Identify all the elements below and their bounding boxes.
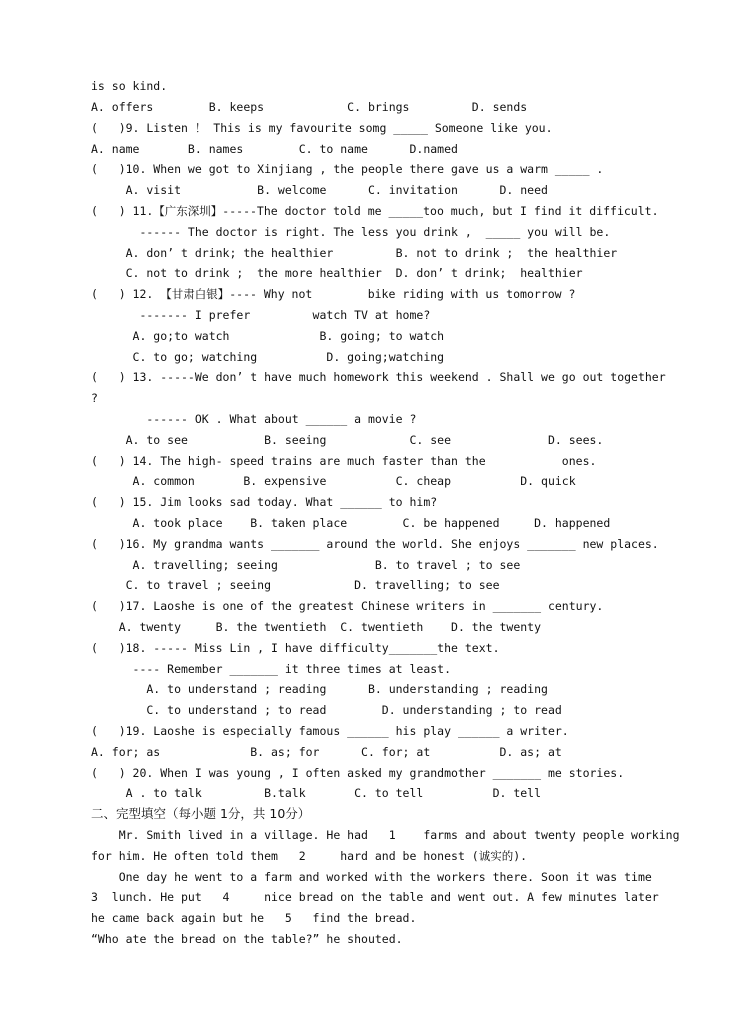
options-line: A. common B. expensive C. cheap D. quick [91, 474, 576, 488]
options-line: A. name B. names C. to name D.named [91, 142, 458, 156]
question-16: ( )16. My grandma wants _______ around the world. She enjoys _______ new places. [91, 537, 659, 551]
question-19: ( )19. Laoshe is especially famous ______ his play ______ a writer. [91, 724, 569, 738]
options-line: A. don’ t drink; the healthier B. not to drink ; the healthier [91, 246, 618, 260]
options-line: A. for; as B. as; for C. for; at D. as; at [91, 745, 562, 759]
options-line: C. to go; watching D. going;watching [91, 350, 445, 364]
passage-line: One day he went to a farm and worked with the workers there. Soon it was time [91, 870, 652, 884]
question-14: ( ) 14. The high- speed trains are much faster than the ones. [91, 454, 597, 468]
question-10: ( )10. When we got to Xinjiang , the people there gave us a warm _____ . [91, 162, 604, 176]
options-line: A. took place B. taken place C. be happened D. happened [91, 516, 611, 530]
question-12: ( ) 12. 【甘肃白银】---- Why not bike riding with us tomorrow ? [91, 287, 576, 301]
passage-line: Mr. Smith lived in a village. He had 1 farms and about twenty people working [91, 828, 680, 842]
options-line: A. travelling; seeing B. to travel ; to see [91, 558, 521, 572]
passage-line: for him. He often told them 2 hard and be honest (诚实的). [91, 849, 528, 863]
question-18: ( )18. ----- Miss Lin , I have difficulty_______the text. [91, 641, 500, 655]
question-line: ------- I prefer watch TV at home? [91, 308, 431, 322]
options-line: A. visit B. welcome C. invitation D. need [91, 183, 548, 197]
question-9: ( )9. Listen ！ This is my favourite somg _____ Someone like you. [91, 121, 553, 135]
question-15: ( ) 15. Jim looks sad today. What ______ to him? [91, 495, 438, 509]
passage-line: 3 lunch. He put 4 nice bread on the table and went out. A few minutes later [91, 890, 659, 904]
options-line: A. twenty B. the twentieth C. twentieth D. the twenty [91, 620, 542, 634]
section-heading: 二、完型填空（每小题 1分，共 10分） [91, 806, 311, 821]
question-13: ( ) 13. -----We don’ t have much homework this weekend . Shall we go out together [91, 370, 666, 384]
options-line: A. offers B. keeps C. brings D. sends [91, 100, 528, 114]
options-line: C. not to drink ; the more healthier D. don’ t drink; healthier [91, 266, 583, 280]
options-line: A . to talk B.talk C. to tell D. tell [91, 786, 542, 800]
passage-line: he came back again but he 5 find the bread. [91, 911, 417, 925]
text-line: is so kind. [91, 79, 168, 93]
question-20: ( ) 20. When I was young , I often asked my grandmother _______ me stories. [91, 766, 625, 780]
options-line: A. to see B. seeing C. see D. sees. [91, 433, 604, 447]
options-line: C. to understand ; to read D. understanding ; to read [91, 703, 562, 717]
options-line: C. to travel ; seeing D. travelling; to see [91, 578, 500, 592]
question-line: ---- Remember _______ it three times at least. [91, 662, 452, 676]
passage-line: “Who ate the bread on the table?” he shouted. [91, 932, 403, 946]
options-line: A. go;to watch B. going; to watch [91, 329, 445, 343]
question-line: ? [91, 391, 98, 405]
question-17: ( )17. Laoshe is one of the greatest Chinese writers in _______ century. [91, 599, 604, 613]
options-line: A. to understand ; reading B. understanding ; reading [91, 682, 548, 696]
question-11: ( ) 11.【广东深圳】-----The doctor told me _____too much, but I find it difficult. [91, 204, 659, 218]
question-line: ------ OK . What about ______ a movie ? [91, 412, 417, 426]
question-line: ------ The doctor is right. The less you drink , _____ you will be. [91, 225, 611, 239]
